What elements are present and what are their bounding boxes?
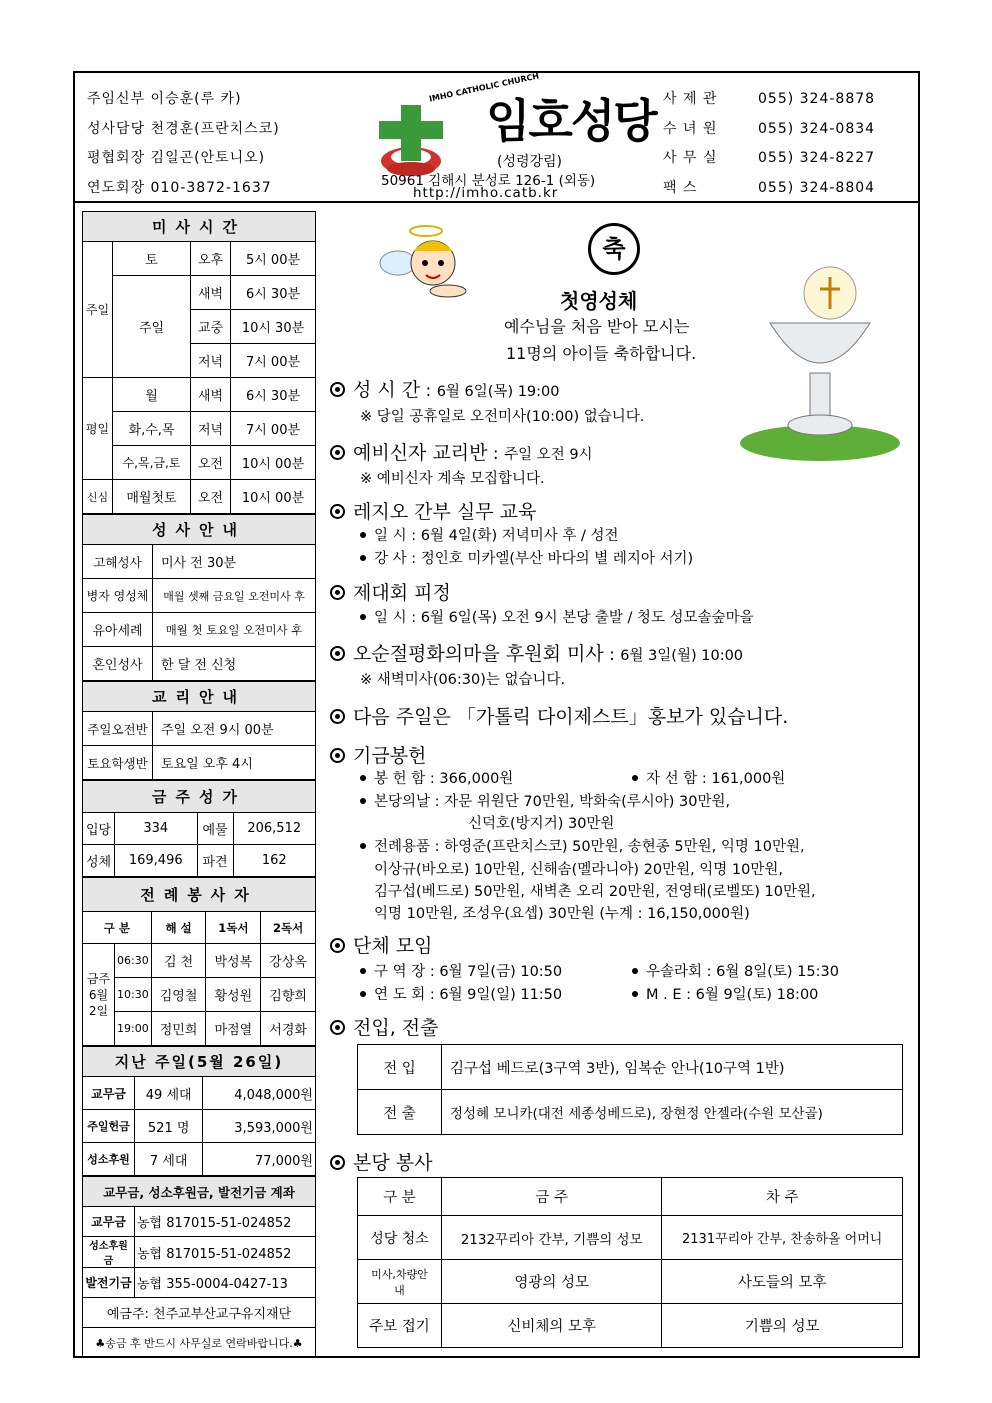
hymn-key: 성체: [83, 845, 115, 877]
groups-heading: [330, 931, 432, 958]
celebrate-mark: [588, 223, 640, 275]
outing-line: [360, 606, 754, 627]
catechumen-title: 예비신자 교리반: [353, 442, 488, 464]
server-name: 김향희: [261, 978, 316, 1012]
last-week-count: 7 세대: [135, 1143, 203, 1176]
header-staff-line: 성사담당 천경훈(프란치스코): [87, 120, 280, 137]
bullet-icon: [330, 748, 345, 763]
holy-hour-title: 성 시 간: [353, 379, 421, 401]
transfer-in-label: 전 입: [358, 1045, 442, 1090]
church-subtitle: (성령강림): [497, 154, 563, 170]
contact-label: 수 녀 원: [663, 120, 718, 137]
groups-line: [632, 983, 818, 1004]
accounts-title: 교무금, 성소후원금, 발전기금 계좌: [83, 1177, 316, 1207]
bullet-icon: [330, 1020, 345, 1035]
servers-date: 금주 6월 2일: [83, 944, 115, 1046]
sacrament-key: 병자 영성체: [83, 579, 153, 613]
doctrine-key: 토요학생반: [83, 746, 153, 780]
donation-text: 본당의날 : 자문 위원단 70만원, 박화숙(루시아) 30만원,: [374, 794, 731, 810]
osun-title: 오순절평화의마을 후원회 미사: [353, 643, 604, 665]
mass-part: 교중: [191, 310, 231, 344]
server-name: 마점열: [206, 1012, 261, 1046]
account-value: 농협 355-0004-0427-13: [135, 1268, 316, 1298]
contact-row: [663, 144, 875, 174]
special-label: 신심: [83, 480, 113, 514]
transfer-title: 전입, 전출: [353, 1017, 439, 1039]
sacrament-title: 성사안내: [83, 515, 316, 545]
last-week-amount: 3,593,000원: [203, 1110, 316, 1143]
outing-line-text: 일 시 : 6월 6일(목) 오전 9시 본당 출발 / 청도 성모솔숲마을: [374, 610, 754, 626]
hymn-value: 169,496: [115, 845, 198, 877]
last-week-count: 521 명: [135, 1110, 203, 1143]
last-week-count: 49 세대: [135, 1077, 203, 1110]
mass-day: 주일: [113, 276, 191, 378]
hymn-key: 입당: [83, 813, 115, 845]
celebrate-line2: 11명의 아이들 축하합니다.: [506, 344, 697, 363]
sacrament-value: 한 달 전 신청: [153, 647, 316, 681]
mass-title: 미사시간: [83, 212, 316, 242]
donation-text: 자 선 함 : 161,000원: [646, 771, 786, 787]
hymn-value: 334: [115, 813, 198, 845]
servers-table: [82, 877, 316, 1046]
last-week-table: [82, 1046, 316, 1176]
legio-line-text: 강 사 : 정인호 미카엘(부산 바다의 별 레지아 서기): [374, 551, 694, 567]
sacrament-key: 혼인성사: [83, 647, 153, 681]
groups-text: 우솔라회 : 6월 8일(토) 15:30: [646, 964, 839, 980]
groups-line: [360, 960, 562, 981]
separator: :: [603, 645, 621, 665]
legio-line: [360, 524, 619, 545]
church-address: 50961 김해시 분성로 126-1 (외동): [381, 173, 596, 189]
bullet-icon: [330, 445, 345, 460]
donation-text: 봉 헌 함 : 366,000원: [374, 771, 514, 787]
contact-row: [663, 115, 875, 145]
weekend-label: 주일: [83, 242, 113, 378]
mass-schedule-table: [82, 211, 316, 514]
contact-label: 팩 스: [663, 179, 698, 196]
mass-time: 5시 00분: [231, 242, 316, 276]
legio-line: [360, 547, 693, 568]
account-note: ♣송금 후 반드시 사무실로 연락바랍니다.♣: [83, 1328, 316, 1358]
sacrament-value: 미사 전 30분: [153, 545, 316, 579]
groups-title: 단체 모임: [353, 935, 433, 957]
celebrate-mark-text: 축: [602, 235, 626, 263]
hymn-value: 206,512: [233, 813, 316, 845]
contact-value: 055) 324-8878: [758, 91, 876, 107]
servers-time: 06:30: [115, 944, 152, 978]
osun-heading: [330, 639, 743, 666]
doctrine-title: 교리안내: [83, 682, 316, 712]
mass-part: 새벽: [191, 276, 231, 310]
groups-text: 구 역 장 : 6월 7일(금) 10:50: [374, 964, 563, 980]
church-url[interactable]: http://imho.catb.kr: [413, 185, 559, 201]
service-this-week: 영광의 성모: [442, 1260, 662, 1304]
mass-day: 월: [113, 378, 191, 412]
mass-day: 토: [113, 242, 191, 276]
mass-time: 10시 30분: [231, 310, 316, 344]
catechumen-note: ※ 예비신자 계속 모집합니다.: [360, 471, 545, 487]
donation-title: 기금봉헌: [353, 745, 427, 767]
hymn-title: 금주성가: [83, 781, 316, 813]
bullet-icon: [330, 938, 345, 953]
account-value: 농협 817015-51-024852: [135, 1237, 316, 1268]
last-week-key: 성소후원: [83, 1143, 135, 1176]
sidebar: [82, 211, 316, 1358]
mass-part: 저녁: [191, 344, 231, 378]
service-next-week: 사도들의 모후: [662, 1260, 903, 1304]
server-name: 김영철: [151, 978, 206, 1012]
bullet-icon: [330, 646, 345, 661]
outing-title: 제대회 피정: [353, 582, 451, 604]
service-head: 차 주: [662, 1178, 903, 1216]
account-key: 교무금: [83, 1207, 135, 1237]
donation-text: 이상규(바오로) 10만원, 신해솜(멜라니아) 20만원, 익명 10만원,: [374, 862, 783, 878]
mass-time: 7시 00분: [231, 344, 316, 378]
chalice-icon: [730, 263, 910, 463]
server-name: 서경화: [261, 1012, 316, 1046]
service-key: 주보 접기: [358, 1304, 442, 1348]
bullet-icon: [330, 382, 345, 397]
dot-icon: [632, 968, 638, 974]
mass-time: 7시 00분: [231, 412, 316, 446]
catechumen-heading: [330, 438, 593, 465]
angel-icon: [378, 221, 478, 301]
catechumen-value: 주일 오전 9시: [504, 447, 593, 463]
sacrament-value: 매월 셋째 금요일 오전미사 후: [153, 579, 316, 613]
legio-heading: [330, 497, 536, 524]
account-holder: 예금주: 천주교부산교구유지재단: [83, 1298, 316, 1328]
digest-title: 다음 주일은 「가톨릭 다이제스트」홍보가 있습니다.: [353, 706, 789, 728]
transfer-out-value: 정성혜 모니카(대전 세종성베드로), 장현정 안젤라(수원 모산골): [442, 1090, 903, 1135]
contact-row: [663, 174, 875, 204]
donation-text: 전례용품 : 하영준(프란치스코) 50만원, 송현종 5만원, 익명 10만원,: [374, 839, 805, 855]
bullet-icon: [330, 585, 345, 600]
holy-hour-note: ※ 당일 공휴일로 오전미사(10:00) 없습니다.: [360, 409, 645, 425]
celebrate-line1: 예수님을 처음 받아 모시는: [504, 317, 690, 336]
donation-text: 익명 10만원, 조성우(요셉) 30만원 (누계 : 16,150,000원): [374, 906, 750, 922]
contact-value: 055) 324-0834: [758, 120, 876, 137]
groups-line: [632, 960, 839, 981]
transfer-in-value: 김구섭 베드로(3구역 3반), 임복순 안나(10구역 1반): [442, 1045, 903, 1090]
donation-line: [632, 767, 785, 788]
bullet-icon: [330, 1155, 345, 1170]
last-week-amount: 77,000원: [203, 1143, 316, 1176]
groups-text: 연 도 회 : 6월 9일(일) 11:50: [374, 987, 563, 1003]
last-week-key: 주일헌금: [83, 1110, 135, 1143]
dot-icon: [360, 798, 366, 804]
last-week-amount: 4,048,000원: [203, 1077, 316, 1110]
hymn-key: 파견: [197, 845, 233, 877]
hymn-value: 162: [233, 845, 316, 877]
church-name: 임호성당: [486, 94, 656, 148]
service-next-week: 2131꾸리아 간부, 찬송하올 어머니: [662, 1216, 903, 1260]
service-key: 성당 청소: [358, 1216, 442, 1260]
contact-value: 055) 324-8227: [758, 150, 876, 166]
service-key: 미사,차량안내: [358, 1260, 442, 1304]
church-english-name: IMHO CATHOLIC CHURCH: [428, 71, 540, 104]
osun-value: 6월 3일(월) 10:00: [620, 648, 744, 664]
bullet-icon: [330, 504, 345, 519]
dot-icon: [632, 991, 638, 997]
service-this-week: 신비체의 모후: [442, 1304, 662, 1348]
donation-line: [360, 835, 805, 856]
mass-day: 수,목,금,토: [113, 446, 191, 480]
mass-time: 6시 30분: [231, 378, 316, 412]
service-table: [357, 1177, 903, 1348]
header-staff-line: 평협회장 김일곤(안토니오): [87, 150, 266, 166]
mass-time: 10시 00분: [231, 446, 316, 480]
service-next-week: 기쁨의 성모: [662, 1304, 903, 1348]
sacrament-table: [82, 514, 316, 681]
legio-title: 레지오 간부 실무 교육: [353, 501, 537, 523]
accounts-table: [82, 1176, 316, 1358]
mass-part: 오후: [191, 242, 231, 276]
donation-line: [360, 790, 730, 811]
dot-icon: [360, 614, 366, 620]
legio-line-text: 일 시 : 6월 4일(화) 저녁미사 후 / 성전: [374, 528, 619, 544]
digest-heading: [330, 702, 788, 729]
mass-day: 매월첫토: [113, 480, 191, 514]
weekday-label: 평일: [83, 378, 113, 480]
servers-time: 19:00: [115, 1012, 152, 1046]
servers-head: 구 분: [83, 912, 152, 944]
account-value: 농협 817015-51-024852: [135, 1207, 316, 1237]
server-name: 김 천: [151, 944, 206, 978]
sacrament-key: 고해성사: [83, 545, 153, 579]
contact-label: 사 무 실: [663, 150, 718, 166]
groups-text: M . E : 6월 9일(토) 18:00: [646, 987, 819, 1003]
last-week-key: 교무금: [83, 1077, 135, 1110]
transfer-heading: [330, 1013, 439, 1040]
holy-hour-heading: [330, 375, 560, 402]
hymn-key: 예물: [197, 813, 233, 845]
contact-label: 사 제 관: [663, 91, 718, 107]
header: [73, 71, 920, 203]
server-name: 정민희: [151, 1012, 206, 1046]
servers-head: 해 설: [151, 912, 206, 944]
bullet-icon: [330, 709, 345, 724]
mass-part: 저녁: [191, 412, 231, 446]
account-key: 성소후원금: [83, 1237, 135, 1268]
celebrate-title: 첫영성체: [560, 289, 638, 313]
dot-icon: [360, 843, 366, 849]
sacrament-value: 매월 첫 토요일 오전미사 후: [153, 613, 316, 647]
server-name: 박성복: [206, 944, 261, 978]
doctrine-key: 주일오전반: [83, 712, 153, 746]
groups-line: [360, 983, 562, 1004]
separator: :: [487, 444, 505, 464]
header-contacts: [663, 85, 875, 203]
contact-value: 055) 324-8804: [758, 179, 876, 196]
account-key: 발전기금: [83, 1268, 135, 1298]
service-head: 구 분: [358, 1178, 442, 1216]
mass-time: 6시 30분: [231, 276, 316, 310]
transfer-table: [357, 1044, 903, 1135]
outing-heading: [330, 578, 451, 605]
server-name: 강상옥: [261, 944, 316, 978]
doctrine-table: [82, 681, 316, 780]
osun-note: ※ 새벽미사(06:30)는 없습니다.: [360, 672, 566, 688]
service-title: 본당 봉사: [353, 1152, 433, 1174]
contact-row: [663, 85, 875, 115]
church-logo: [373, 71, 663, 201]
mass-part: 새벽: [191, 378, 231, 412]
donation-text: 김구섭(베드로) 50만원, 새벽촌 오리 20만원, 전영태(로벨또) 10만원,: [374, 884, 816, 900]
servers-time: 10:30: [115, 978, 152, 1012]
mass-part: 오전: [191, 446, 231, 480]
mass-time: 10시 00분: [231, 480, 316, 514]
dot-icon: [360, 775, 366, 781]
service-head: 금 주: [442, 1178, 662, 1216]
donation-text: 신덕호(방지거) 30만원: [468, 816, 615, 832]
servers-head: 2독서: [261, 912, 316, 944]
header-staff-line: 연도회장 010-3872-1637: [87, 179, 272, 196]
separator: :: [420, 381, 437, 401]
sacrament-key: 유아세례: [83, 613, 153, 647]
header-staff-line: 주임신부 이승훈(루 카): [87, 91, 242, 107]
doctrine-value: 토요일 오후 4시: [153, 746, 316, 780]
transfer-out-label: 전 출: [358, 1090, 442, 1135]
servers-title: 전례봉사자: [83, 878, 316, 912]
hymn-table: [82, 780, 316, 877]
mass-day: 화,수,목: [113, 412, 191, 446]
mass-part: 오전: [191, 480, 231, 514]
dot-icon: [632, 775, 638, 781]
servers-head: 1독서: [206, 912, 261, 944]
donation-line: [360, 767, 513, 788]
service-heading: [330, 1148, 432, 1175]
last-week-title: 지난 주일(5월 26일): [83, 1047, 316, 1077]
dot-icon: [360, 555, 366, 561]
dot-icon: [360, 532, 366, 538]
dot-icon: [360, 991, 366, 997]
server-name: 황성원: [206, 978, 261, 1012]
doctrine-value: 주일 오전 9시 00분: [153, 712, 316, 746]
service-this-week: 2132꾸리아 간부, 기쁨의 성모: [442, 1216, 662, 1260]
holy-hour-value: 6월 6일(목) 19:00: [436, 384, 560, 400]
header-staff: [87, 85, 280, 203]
dot-icon: [360, 968, 366, 974]
donation-heading: [330, 741, 426, 768]
